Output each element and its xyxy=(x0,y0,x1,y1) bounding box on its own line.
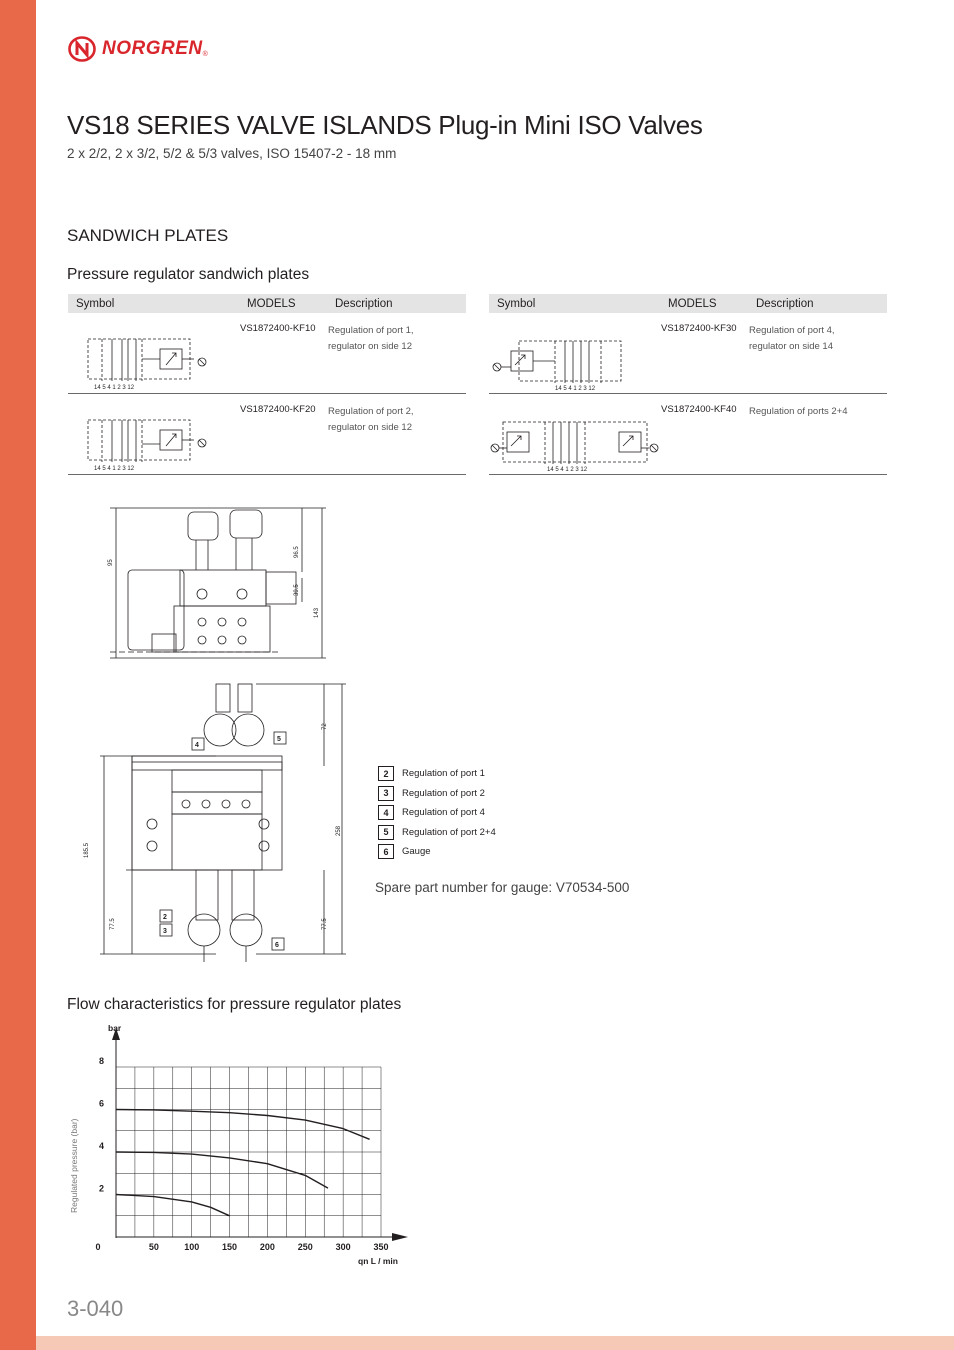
section-subtitle: Pressure regulator sandwich plates xyxy=(67,266,310,283)
callout-label: 3 xyxy=(163,928,167,935)
models-table-right xyxy=(489,294,887,475)
series-line-2 xyxy=(116,1152,328,1188)
header-description: Description xyxy=(756,297,814,310)
port-label: 14 5 4 1 2 3 12 xyxy=(547,467,588,473)
y-tick-label: 8 xyxy=(98,1056,104,1066)
valve-symbol-kf10 xyxy=(82,329,222,391)
x-axis-arrow xyxy=(392,1233,408,1241)
y-tick-label: 6 xyxy=(98,1098,104,1109)
y-tick-label: 2 xyxy=(98,1183,104,1194)
description-line: Regulation of port 1, xyxy=(328,325,414,336)
model-number: VS1872400-KF30 xyxy=(661,323,737,334)
table-row xyxy=(68,313,466,394)
legend-item xyxy=(378,764,496,784)
callout-label: 4 xyxy=(195,742,199,749)
legend-item xyxy=(378,784,496,804)
description-line: regulator on side 14 xyxy=(749,341,833,352)
callout-label: 2 xyxy=(163,914,167,921)
dimension-label: 95 xyxy=(108,559,114,566)
header-symbol: Symbol xyxy=(497,297,536,310)
table-row xyxy=(489,313,887,394)
description-line: Regulation of port 4, xyxy=(749,325,835,336)
chart-ticks xyxy=(95,1056,388,1252)
x-tick-label: 350 xyxy=(373,1242,389,1252)
x-tick-label: 50 xyxy=(148,1242,159,1252)
side-view-drawing xyxy=(96,500,336,665)
legend-number: 3 xyxy=(378,786,394,801)
model-number: VS1872400-KF10 xyxy=(240,323,316,334)
dimension-label: 77.5 xyxy=(322,918,328,930)
dimension-label: 185.5 xyxy=(84,842,90,858)
callout-label: 5 xyxy=(277,736,281,743)
y-axis-label: Regulated pressure (bar) xyxy=(69,1118,79,1213)
header-models: MODELS xyxy=(668,297,717,310)
callout-label: 6 xyxy=(275,942,279,949)
legend-label: Regulation of port 2 xyxy=(402,787,485,799)
page-subtitle: 2 x 2/2, 2 x 3/2, 5/2 & 5/3 valves, ISO 15407-2 - 18 mm xyxy=(67,146,397,161)
x-tick-label: 150 xyxy=(222,1242,238,1252)
valve-symbol-kf30 xyxy=(489,327,629,391)
legend-number: 2 xyxy=(378,766,394,781)
legend-number: 4 xyxy=(378,805,394,820)
section-title: SANDWICH PLATES xyxy=(67,226,229,245)
chart-axes xyxy=(112,1028,408,1241)
description-line: Regulation of ports 2+4 xyxy=(749,406,848,417)
x-axis-label: qn L / min xyxy=(358,1256,398,1266)
legend-number: 5 xyxy=(378,825,394,840)
header-models: MODELS xyxy=(247,297,296,310)
top-view-drawing xyxy=(84,680,356,965)
page-number: 3-040 xyxy=(67,1296,124,1321)
x-tick-label: 0 xyxy=(95,1242,101,1252)
flow-chart xyxy=(60,1018,420,1270)
model-description xyxy=(328,323,463,355)
model-number: VS1872400-KF20 xyxy=(240,404,316,415)
port-label: 14 5 4 1 2 3 12 xyxy=(94,385,135,391)
x-tick-label: 300 xyxy=(335,1242,351,1252)
table-row xyxy=(489,394,887,475)
dimension-label: 143 xyxy=(314,607,320,618)
spare-part-note: Spare part number for gauge: V70534-500 xyxy=(375,880,630,895)
dimension-label: 258 xyxy=(336,825,342,836)
norgren-emblem-icon xyxy=(68,36,98,62)
dimension-label: 72 xyxy=(322,723,328,730)
header-symbol: Symbol xyxy=(76,297,115,310)
description-line: Regulation of port 2, xyxy=(328,406,414,417)
legend-label: Regulation of port 2+4 xyxy=(402,826,496,838)
valve-symbol-kf40 xyxy=(489,408,661,472)
table-header xyxy=(68,294,466,313)
description-line: regulator on side 12 xyxy=(328,422,412,433)
table-row xyxy=(68,394,466,475)
callout-legend xyxy=(378,764,496,862)
model-number: VS1872400-KF40 xyxy=(661,404,737,415)
legend-label: Regulation of port 4 xyxy=(402,807,485,819)
x-tick-label: 250 xyxy=(297,1242,313,1252)
dimension-label: 77.5 xyxy=(110,918,116,930)
bottom-accent-bar xyxy=(36,1336,954,1350)
dimension-label: 39.5 xyxy=(294,584,300,596)
brand-registered-mark: ® xyxy=(202,50,208,58)
description-line: regulator on side 12 xyxy=(328,341,412,352)
table-header xyxy=(489,294,887,313)
legend-item xyxy=(378,823,496,843)
legend-item xyxy=(378,803,496,823)
page-title: VS18 SERIES VALVE ISLANDS Plug-in Mini ISO Valves xyxy=(67,110,703,140)
legend-item xyxy=(378,842,496,862)
legend-label: Gauge xyxy=(402,846,431,858)
y-unit-label: bar xyxy=(108,1023,122,1033)
valve-symbol-kf20 xyxy=(82,410,222,472)
x-tick-label: 200 xyxy=(259,1242,275,1252)
brand-name: NORGREN xyxy=(102,38,203,59)
port-label: 14 5 4 1 2 3 12 xyxy=(555,386,596,392)
legend-label: Regulation of port 1 xyxy=(402,768,485,780)
model-description xyxy=(749,404,884,420)
y-tick-label: 4 xyxy=(98,1141,104,1151)
model-description xyxy=(328,404,463,436)
flow-chart-title: Flow characteristics for pressure regulator plates xyxy=(67,996,402,1013)
norgren-logo xyxy=(68,36,208,62)
models-table-left xyxy=(68,294,466,475)
side-accent-bar xyxy=(0,0,36,1350)
dimension-label: 96.5 xyxy=(294,546,300,558)
header-description: Description xyxy=(335,297,393,310)
port-label: 14 5 4 1 2 3 12 xyxy=(94,466,135,472)
x-tick-label: 100 xyxy=(184,1242,200,1252)
legend-number: 6 xyxy=(378,844,394,859)
model-description xyxy=(749,323,884,355)
